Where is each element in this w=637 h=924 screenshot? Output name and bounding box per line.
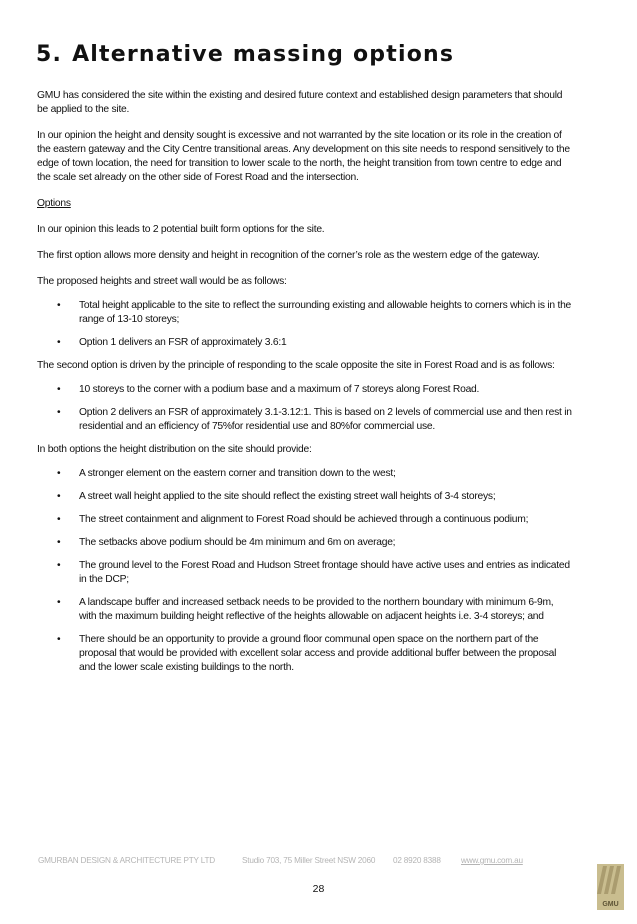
- list-item: [37, 336, 572, 350]
- bullet-icon: •: [57, 634, 61, 645]
- paragraph: In our opinion this leads to 2 potential built form options for the site.: [37, 224, 325, 235]
- bullet-icon: •: [57, 491, 61, 502]
- paragraph: The first option allows more density and height in recognition of the corner’s role as the western edge of the gateway.: [37, 250, 540, 261]
- list-item-text: The setbacks above podium should be 4m minimum and 6m on average;: [79, 537, 396, 548]
- bullet-icon: •: [57, 597, 61, 608]
- list-item: [37, 406, 572, 434]
- list-item: [37, 490, 572, 504]
- paragraph: GMU has considered the site within the existing and desired future context and established design parameters that should be applied to the site.: [37, 90, 563, 115]
- bullet-icon: •: [57, 384, 61, 395]
- bullet-icon: •: [57, 468, 61, 479]
- list-item-text: Option 2 delivers an FSR of approximately 3.1-3.12:1. This is based on 2 levels of commercial use and then rest in residential and an efficiency of 75%for residential use and 80%for commercial use.: [79, 407, 572, 432]
- list-item-text: The ground level to the Forest Road and Hudson Street frontage should have active uses and entries as indicated in the DCP;: [79, 560, 570, 585]
- list-item: [37, 467, 572, 481]
- list-item-text: A landscape buffer and increased setback needs to be provided to the northern boundary with minimum 6-9m, with the maximum building height reflective of the heights allowable on adjacent heights i.e. 3-4 storeys; and: [79, 597, 554, 622]
- list-item-text: The street containment and alignment to Forest Road should be achieved through a continuous podium;: [79, 514, 529, 525]
- section-number: 5.: [36, 42, 63, 67]
- paragraph: In both options the height distribution on the site should provide:: [37, 444, 312, 455]
- list-item: [37, 596, 572, 624]
- bullet-icon: •: [57, 300, 61, 311]
- list-item-text: A stronger element on the eastern corner and transition down to the west;: [79, 468, 396, 479]
- bullet-icon: •: [57, 514, 61, 525]
- list-item-text: Total height applicable to the site to reflect the surrounding existing and allowable heights to corners which is in the range of 13-10 storeys;: [79, 300, 572, 325]
- list-item: [37, 383, 572, 397]
- list-item-text: Option 1 delivers an FSR of approximately 3.6:1: [79, 337, 287, 348]
- list-item: [37, 299, 572, 327]
- paragraph: The proposed heights and street wall would be as follows:: [37, 276, 287, 287]
- bullet-list-option-1: [37, 299, 572, 350]
- footer-company: GMURBAN DESIGN & ARCHITECTURE PTY LTD: [38, 856, 215, 865]
- footer-phone: 02 8920 8388: [393, 856, 441, 865]
- page-number: 28: [312, 883, 325, 895]
- bullet-list-height-distribution: [37, 467, 572, 675]
- list-item: [37, 513, 572, 527]
- list-item-text: There should be an opportunity to provide a ground floor communal open space on the northern part of the proposal that would be provided with excellent solar access and provide additional buffer between the proposal and the lower scale existing buildings to the north.: [79, 634, 557, 673]
- bullet-icon: •: [57, 537, 61, 548]
- footer-address: Studio 703, 75 Miller Street NSW 2060: [242, 856, 376, 865]
- bullet-list-option-2: [37, 383, 572, 434]
- bullet-icon: •: [57, 337, 61, 348]
- bullet-icon: •: [57, 407, 61, 418]
- footer-website-link[interactable]: www.gmu.com.au: [461, 856, 523, 865]
- section-heading: [36, 42, 454, 67]
- list-item-text: 10 storeys to the corner with a podium base and a maximum of 7 storeys along Forest Road.: [79, 384, 480, 395]
- list-item-text: A street wall height applied to the site should reflect the existing street wall heights of 3-4 storeys;: [79, 491, 496, 502]
- document-body: [37, 89, 572, 684]
- options-subheading: Options: [37, 198, 71, 209]
- bullet-icon: •: [57, 560, 61, 571]
- svg-text:GMU: GMU: [602, 901, 619, 908]
- page-footer: [38, 856, 598, 870]
- list-item: [37, 633, 572, 675]
- section-title: Alternative massing options: [72, 42, 455, 67]
- gmu-logo-icon: [597, 864, 624, 910]
- list-item: [37, 536, 572, 550]
- paragraph: The second option is driven by the principle of responding to the scale opposite the site in Forest Road and is as follows:: [37, 360, 555, 371]
- list-item: [37, 559, 572, 587]
- paragraph: In our opinion the height and density sought is excessive and not warranted by the site location or its role in the creation of the eastern gateway and the City Centre transitional areas. Any development on this site needs to respond sensitively to the edge of town location, the need for transition to lower scale to the north, the height transition from town centre to edge and the scale set already on the other side of Forest Road and the intersection.: [37, 130, 570, 183]
